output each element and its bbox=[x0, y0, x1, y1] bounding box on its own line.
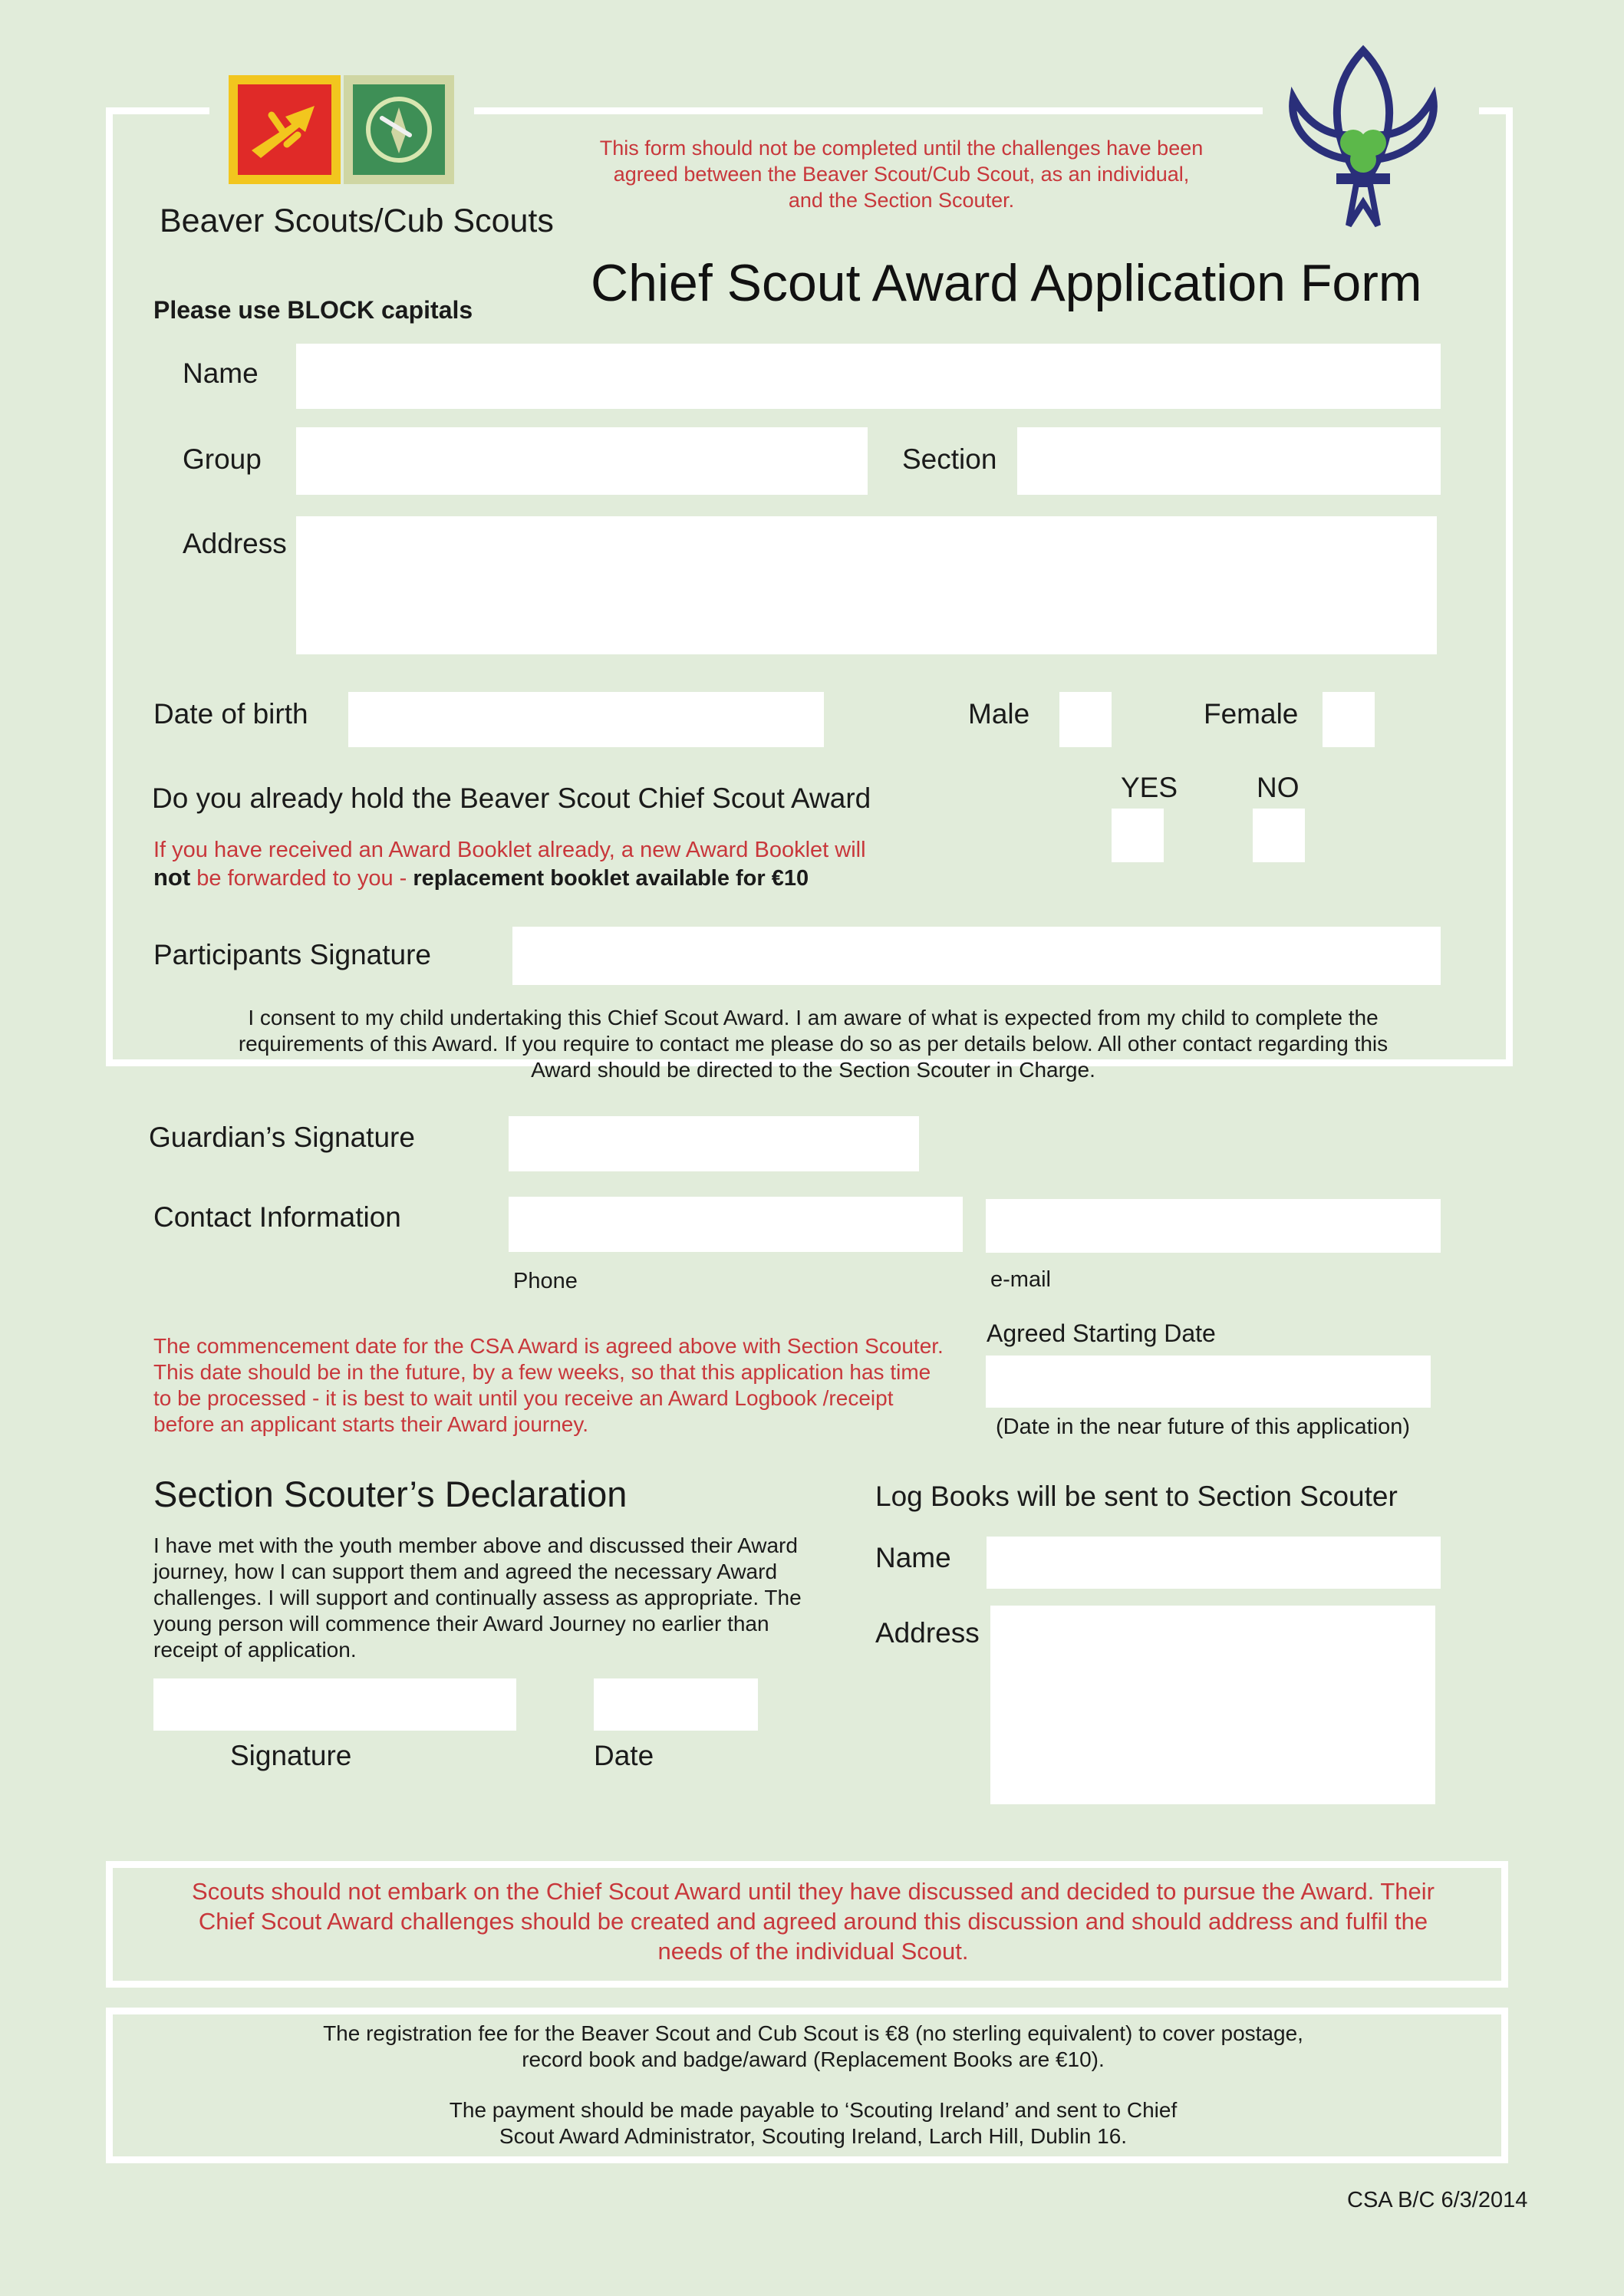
warning-text: Scouts should not embark on the Chief Scout Award until they have discussed and decided to pursue the Award. Their Chief Scout Award challenges should be created and agreed around this discussion and should address and fulfil the needs of the individual Scout. bbox=[192, 1878, 1435, 1965]
booklet-note-line2 bbox=[153, 864, 809, 891]
page-title: Chief Scout Award Application Form bbox=[591, 254, 1422, 312]
address-field[interactable] bbox=[296, 516, 1437, 654]
declaration-signature-field[interactable] bbox=[153, 1678, 516, 1731]
signature-label: Signature bbox=[230, 1740, 352, 1771]
male-checkbox[interactable] bbox=[1059, 692, 1112, 747]
guardian-signature-field[interactable] bbox=[509, 1116, 919, 1171]
logbooks-address-label: Address bbox=[875, 1617, 980, 1649]
no-label: NO bbox=[1257, 772, 1300, 803]
name-label: Name bbox=[183, 357, 259, 389]
female-checkbox[interactable] bbox=[1323, 692, 1375, 747]
declaration-text: I have met with the youth member above and discussed their Award journey, how I can support them and agreed the necessary Award challenges. I will support and continually assess as appropriate. The young person will commence their Award Journey no earlier than receipt of application. bbox=[153, 1533, 802, 1662]
booklet-replacement: replacement booklet available for €10 bbox=[413, 866, 809, 891]
block-capitals-instruction: Please use BLOCK capitals bbox=[153, 296, 473, 324]
booklet-note-middle: be forwarded to you - bbox=[190, 866, 413, 891]
name-field[interactable] bbox=[296, 344, 1441, 409]
group-label: Group bbox=[183, 443, 262, 475]
female-label: Female bbox=[1204, 698, 1299, 730]
no-checkbox[interactable] bbox=[1253, 809, 1305, 862]
form-code: CSA B/C 6/3/2014 bbox=[1347, 2188, 1528, 2212]
group-field[interactable] bbox=[296, 427, 868, 495]
dob-label: Date of birth bbox=[153, 698, 308, 730]
booklet-note-line1: If you have received an Award Booklet already, a new Award Booklet will bbox=[153, 838, 866, 862]
scouting-fleur-de-lis-emblem bbox=[1280, 44, 1447, 232]
yes-label: YES bbox=[1121, 772, 1178, 803]
beaver-logo bbox=[229, 75, 341, 184]
hold-award-question: Do you already hold the Beaver Scout Chief Scout Award bbox=[152, 782, 871, 814]
completion-notice: This form should not be completed until the challenges have been agreed between the Beaver Scout/Cub Scout, as an individual, and the Section Scouter. bbox=[599, 137, 1204, 212]
phone-label: Phone bbox=[513, 1269, 578, 1293]
date-note: (Date in the near future of this application) bbox=[996, 1415, 1411, 1439]
brand-name: Beaver Scouts/Cub Scouts bbox=[160, 203, 554, 239]
booklet-not: not bbox=[153, 864, 191, 891]
fee-text: The registration fee for the Beaver Scout and Cub Scout is €8 (no sterling equivalent) to cover postage, record book and badge/award (Replacement Books are €10). bbox=[323, 2021, 1303, 2071]
cub-logo bbox=[344, 75, 454, 184]
contact-information-label: Contact Information bbox=[153, 1201, 401, 1233]
section-field[interactable] bbox=[1017, 427, 1441, 495]
address-label: Address bbox=[183, 528, 287, 559]
section-label: Section bbox=[902, 443, 997, 475]
phone-field[interactable] bbox=[509, 1197, 963, 1252]
date-label: Date bbox=[594, 1740, 654, 1771]
guardian-signature-label: Guardian’s Signature bbox=[149, 1122, 415, 1153]
email-field[interactable] bbox=[986, 1199, 1441, 1253]
dob-field[interactable] bbox=[348, 692, 824, 747]
declaration-title: Section Scouter’s Declaration bbox=[153, 1474, 628, 1514]
logbooks-address-field[interactable] bbox=[990, 1606, 1435, 1804]
agreed-start-label: Agreed Starting Date bbox=[987, 1319, 1216, 1347]
male-label: Male bbox=[968, 698, 1030, 730]
logbooks-title: Log Books will be sent to Section Scouter bbox=[875, 1481, 1398, 1512]
yes-checkbox[interactable] bbox=[1112, 809, 1164, 862]
commencement-note: The commencement date for the CSA Award is agreed above with Section Scouter. This date should be in the future, by a few weeks, so that this application has time to be processed - it is best to wait until you receive an Award Logbook /receipt before an applicant starts their Award journey. bbox=[153, 1334, 944, 1436]
participant-signature-field[interactable] bbox=[512, 927, 1441, 985]
declaration-date-field[interactable] bbox=[594, 1678, 758, 1731]
agreed-start-date-field[interactable] bbox=[986, 1356, 1431, 1408]
consent-text: I consent to my child undertaking this Chief Scout Award. I am aware of what is expected from my child to complete the requirements of this Award. If you require to contact me please do so as per details below. All other contact regarding this Award should be directed to the Section Scouter in Charge. bbox=[238, 1006, 1388, 1082]
logbooks-name-label: Name bbox=[875, 1542, 951, 1573]
email-label: e-mail bbox=[990, 1267, 1051, 1292]
logbooks-name-field[interactable] bbox=[987, 1537, 1441, 1589]
payment-text: The payment should be made payable to ‘Scouting Ireland’ and sent to Chief Scout Award Administrator, Scouting Ireland, Larch Hill, Dublin 16. bbox=[449, 2098, 1178, 2148]
participant-signature-label: Participants Signature bbox=[153, 939, 431, 970]
